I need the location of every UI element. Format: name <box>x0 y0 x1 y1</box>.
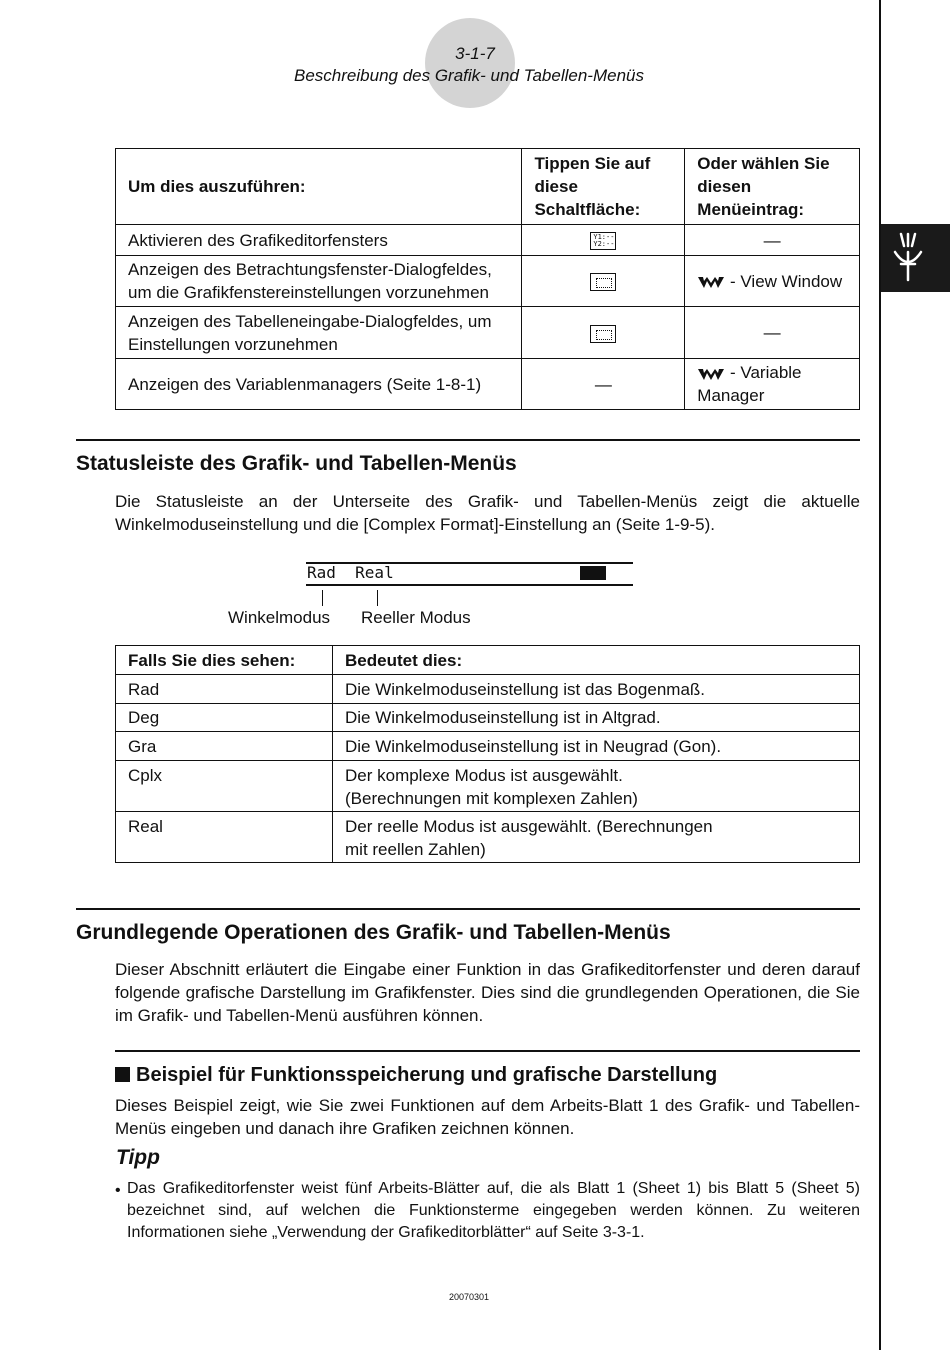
table-row <box>116 704 860 732</box>
example-body: Dieses Beispiel zeigt, wie Sie zwei Funktionen auf dem Arbeits-Blatt 1 des Grafik- und Tabellen-Menüs eingeben und danach ihre Grafiken zeichnen können. <box>115 1096 860 1138</box>
table-row <box>116 256 860 307</box>
table-cell <box>522 307 685 359</box>
page-margin-line <box>879 0 881 1350</box>
menu-entry-view-window: - View Window <box>730 271 843 291</box>
table-cell: Anzeigen des Betrachtungsfenster-Dialogfeldes, um die Grafikfenstereinstellungen vorzunehmen <box>116 256 522 307</box>
table-cell: — <box>685 225 860 256</box>
table-row <box>116 812 860 863</box>
label-angle-mode: Winkelmodus <box>228 608 331 627</box>
square-bullet-icon <box>115 1067 130 1082</box>
table-cell <box>522 256 685 307</box>
table-header: Bedeutet dies: <box>333 646 860 675</box>
table-cell <box>685 256 860 307</box>
chapter-tab-icon <box>881 224 950 292</box>
section-body: Dieser Abschnitt erläutert die Eingabe einer Funktion in das Grafikeditorfenster und deren darauf folgende grafische Darstellung im Grafikfenster. Dies sind die grundlegenden Operationen, die Sie im Grafik- und Tabellen-Menü ausführen können. <box>115 960 860 1025</box>
table-cell: Cplx <box>116 761 333 812</box>
menu-arrow-icon <box>697 367 725 381</box>
table-cell: Die Winkelmoduseinstellung ist in Altgrad. <box>333 704 860 732</box>
callout-line <box>377 590 378 606</box>
page-number: 3-1-7 <box>455 44 495 63</box>
table-cell: — <box>522 359 685 410</box>
status-meaning-table <box>115 645 860 863</box>
tip-title: Tipp <box>116 1146 160 1169</box>
table-row <box>116 675 860 704</box>
footer-code: 20070301 <box>448 1292 490 1302</box>
section-body: Die Statusleiste an der Unterseite des Grafik- und Tabellen-Menüs zeigt die aktuelle Winkelmoduseinstellung und die [Complex Format]-Einstellung an (Seite 1-9-5). <box>115 492 860 534</box>
table-cell: — <box>685 307 860 359</box>
page-header-title: Beschreibung des Grafik- und Tabellen-Menüs <box>294 66 644 85</box>
section-divider <box>76 439 860 441</box>
table-cell <box>685 359 860 410</box>
menu-entry-variable-manager: - Variable Manager <box>697 363 802 405</box>
table-cell: Der reelle Modus ist ausgewählt. (Berechnungen mit reellen Zahlen) <box>333 812 860 863</box>
table-cell: Rad <box>116 675 333 704</box>
table-cell: Die Winkelmoduseinstellung ist in Neugrad (Gon). <box>333 732 860 761</box>
operations-table <box>115 148 860 410</box>
table-cell <box>522 225 685 256</box>
table-row <box>116 225 860 256</box>
example-heading-text: Beispiel für Funktionsspeicherung und grafische Darstellung <box>136 1064 718 1086</box>
table-header: Oder wählen Sie diesen Menüeintrag: <box>685 149 860 225</box>
section-heading: Statusleiste des Grafik- und Tabellen-Menüs <box>76 452 517 475</box>
table-setup-icon <box>590 325 616 343</box>
table-row <box>116 761 860 812</box>
menu-arrow-icon <box>697 275 725 289</box>
table-cell: Anzeigen des Variablenmanagers (Seite 1-8-1) <box>116 359 522 410</box>
graph-editor-icon: Y1:-- Y2:-- <box>590 232 616 250</box>
table-header: Tippen Sie auf diese Schaltfläche: <box>522 149 685 225</box>
battery-icon <box>580 566 606 580</box>
table-row <box>116 359 860 410</box>
table-cell: Anzeigen des Tabelleneingabe-Dialogfeldes, um Einstellungen vorzunehmen <box>116 307 522 359</box>
table-header: Falls Sie dies sehen: <box>116 646 333 675</box>
subsection-divider <box>115 1050 860 1052</box>
view-window-icon <box>590 273 616 291</box>
table-cell: Aktivieren des Grafikeditorfensters <box>116 225 522 256</box>
table-header: Um dies auszuführen: <box>116 149 522 225</box>
table-cell: Deg <box>116 704 333 732</box>
table-cell: Gra <box>116 732 333 761</box>
example-heading <box>115 1064 717 1087</box>
status-bar-text: Rad Real <box>307 563 394 582</box>
label-real-mode: Reeller Modus <box>361 608 471 627</box>
table-cell: Der komplexe Modus ist ausgewählt. (Berechnungen mit komplexen Zahlen) <box>333 761 860 812</box>
tip-text: Das Grafikeditorfenster weist fünf Arbeits-Blätter auf, die als Blatt 1 (Sheet 1) bis Blatt 5 (Sheet 5) bezeichnet sind, auf welchen die Funktionsterme eingegeben werden können. Zu weiteren Informationen siehe „Verwendung der Grafikeditorblätter“ auf Seite 3-3-1. <box>127 1180 860 1241</box>
tip-bullet: • <box>115 1182 121 1199</box>
section-divider <box>76 908 860 910</box>
section-heading: Grundlegende Operationen des Grafik- und Tabellen-Menüs <box>76 921 671 944</box>
table-row <box>116 732 860 761</box>
callout-line <box>322 590 323 606</box>
table-cell: Real <box>116 812 333 863</box>
table-cell: Die Winkelmoduseinstellung ist das Bogenmaß. <box>333 675 860 704</box>
table-row <box>116 307 860 359</box>
